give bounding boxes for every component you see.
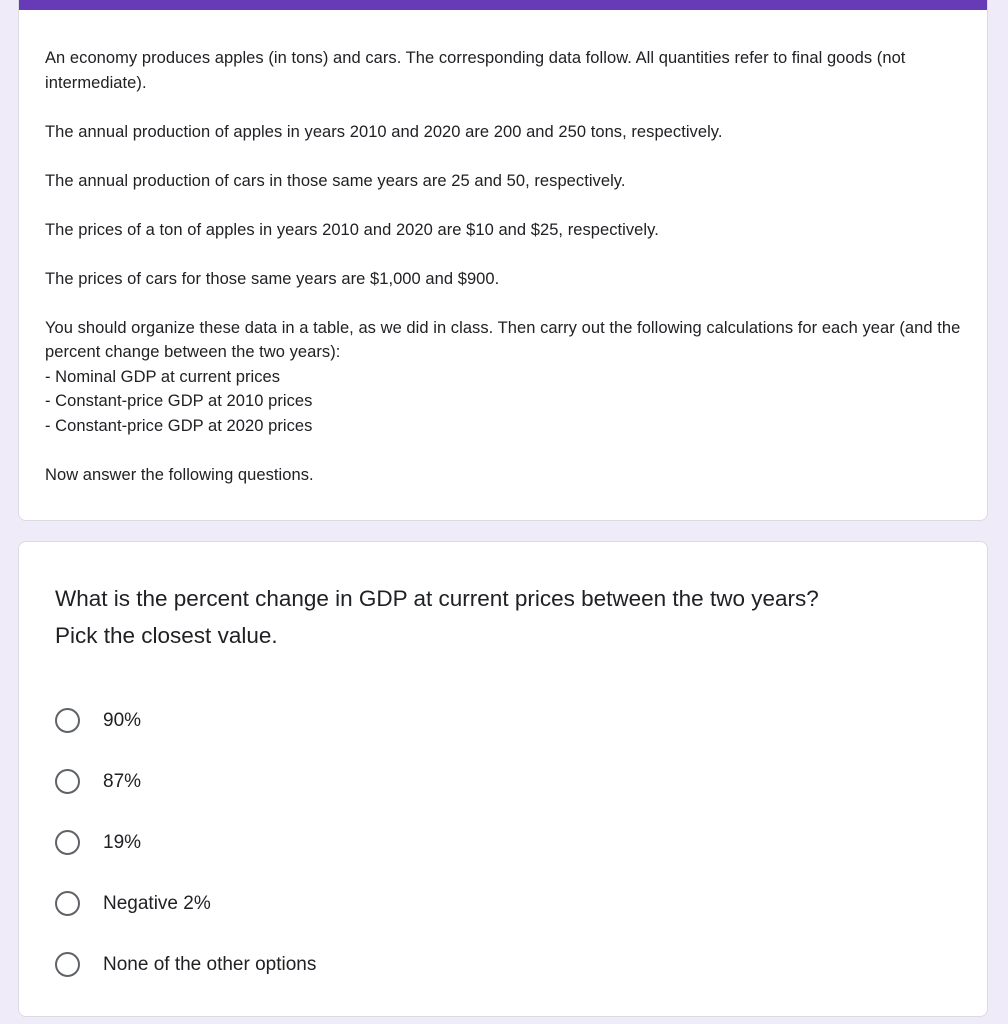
answer-options xyxy=(55,690,855,995)
radio-button-icon[interactable] xyxy=(55,891,80,916)
question-title xyxy=(55,580,955,654)
instructions-block xyxy=(45,316,965,439)
question-card xyxy=(18,541,988,1017)
calculation-item: - Nominal GDP at current prices xyxy=(45,367,281,386)
description-paragraph: An economy produces apples (in tons) and cars. The corresponding data follow. All quantities refer to final goods (not intermediate). xyxy=(45,49,906,92)
calculation-item: - Constant-price GDP at 2010 prices xyxy=(45,392,313,410)
description-paragraph: The prices of cars for those same years are $1,000 and $900. xyxy=(45,269,500,288)
instructions-text: You should organize these data in a table, as we did in class. Then carry out the following calculations for each year (and the percent change between the two years): xyxy=(45,318,961,361)
description-text xyxy=(45,46,965,512)
option-none-of-the-other-options[interactable] xyxy=(55,934,855,995)
option-label: Negative 2% xyxy=(103,892,211,914)
description-card xyxy=(18,0,988,521)
option-label: 87% xyxy=(103,770,142,792)
radio-button-icon[interactable] xyxy=(55,830,80,855)
option-label: 90% xyxy=(103,709,142,731)
description-paragraph: The annual production of apples in years 2010 and 2020 are 200 and 250 tons, respectively. xyxy=(45,122,723,141)
radio-button-icon[interactable] xyxy=(55,708,80,733)
radio-button-icon[interactable] xyxy=(55,769,80,794)
description-paragraph: The annual production of cars in those same years are 25 and 50, respectively. xyxy=(45,171,626,190)
form-accent-bar xyxy=(19,0,987,10)
question-title-line: What is the percent change in GDP at current prices between the two years? xyxy=(55,586,819,611)
calculation-item: - Constant-price GDP at 2020 prices xyxy=(45,416,313,435)
option-90-percent[interactable] xyxy=(55,690,855,751)
option-negative-2-percent[interactable] xyxy=(55,873,855,934)
question-title-line: Pick the closest value. xyxy=(55,623,278,648)
closing-text: Now answer the following questions. xyxy=(45,465,314,484)
option-19-percent[interactable] xyxy=(55,812,855,873)
option-label: 19% xyxy=(103,831,142,853)
option-label: None of the other options xyxy=(103,953,317,975)
option-87-percent[interactable] xyxy=(55,751,855,812)
calculation-list xyxy=(45,365,965,439)
description-paragraph: The prices of a ton of apples in years 2010 and 2020 are $10 and $25, respectively. xyxy=(45,220,659,239)
radio-button-icon[interactable] xyxy=(55,952,80,977)
